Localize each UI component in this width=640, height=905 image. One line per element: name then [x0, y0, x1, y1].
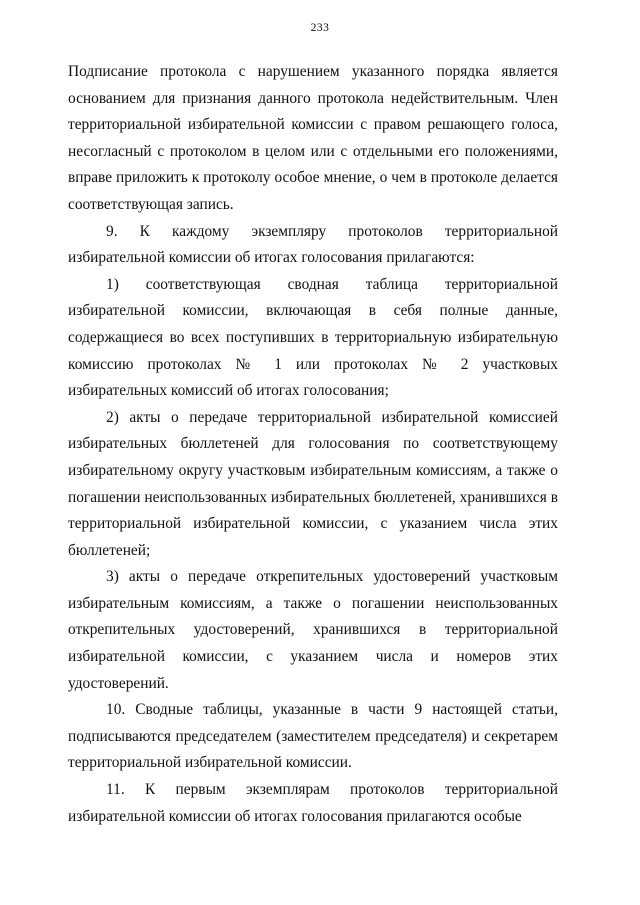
paragraph-part-9: 9. К каждому экземпляру протоколов территориальной избирательной комиссии об итогах голосования прилагаются:: [68, 222, 558, 267]
document-body: [68, 59, 558, 830]
page-number: 233: [310, 22, 330, 34]
paragraph-item-3: 3) акты о передаче открепительных удостоверений участковым избирательным комиссиям, а также о погашении неиспользованных открепительных удостоверений, хранившихся в территориальной избирательной комиссии, с указанием числа и номеров этих удостоверений.: [68, 568, 558, 692]
paragraph-item-1: 1) соответствующая сводная таблица территориальной избирательной комиссии, включающая в себя полные данные, содержащиеся во всех поступивших в территориальную избирательную комиссию протоколах № 1 или протоколах № 2 участковых избирательных комиссий об итогах голосования;: [68, 275, 558, 400]
paragraph-item-2: 2) акты о передаче территориальной избирательной комиссией избирательных бюллетеней для голосования по соответствующему избирательному округу участковым избирательным комиссиям, а также о погашении неиспользованных избирательных бюллетеней, хранившихся в территориальной избирательной комиссии, с указанием числа этих бюллетеней;: [68, 408, 558, 559]
paragraph-part-11: 11. К первым экземплярам протоколов территориальной избирательной комиссии об итогах голосования прилагаются особые: [68, 781, 558, 825]
paragraph-part-10: 10. Сводные таблицы, указанные в части 9 настоящей статьи, подписываются председателем (заместителем председателя) и секретарем территориальной избирательной комиссии.: [68, 701, 558, 772]
paragraph-protocol-signing: Подписание протокола с нарушением указанного порядка является основанием для признания данного протокола недействительным. Член территориальной избирательной комиссии с правом решающего голоса, несогласный с протоколом в целом или с отдельными его положениями, вправе приложить к протоколу особое мнение, о чем в протоколе делается соответствующая запись.: [68, 63, 558, 213]
